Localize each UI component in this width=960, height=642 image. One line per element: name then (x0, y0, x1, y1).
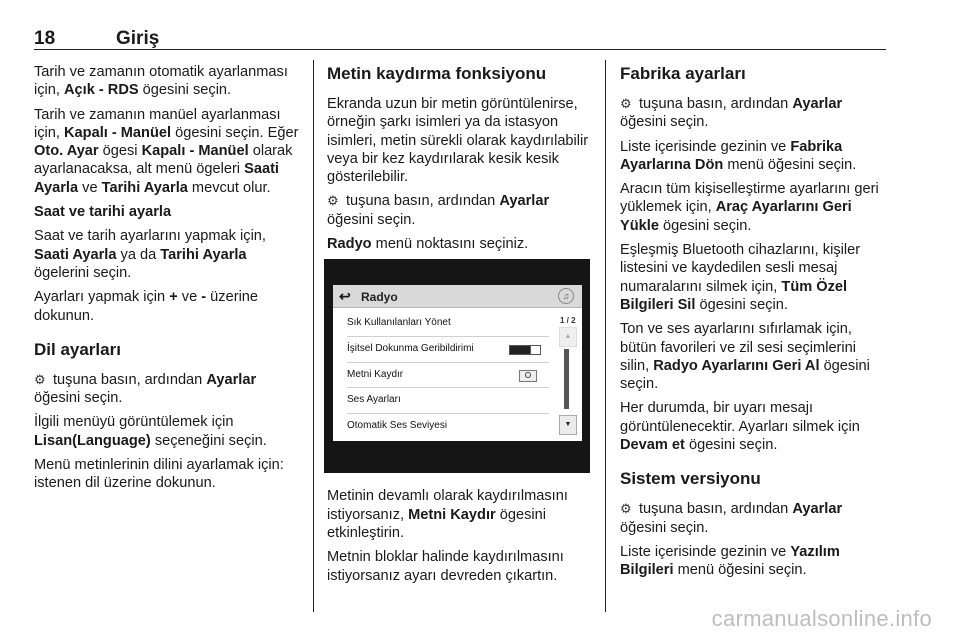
paragraph-factory-5: Ton ve ses ayarlarını sıfırlamak için, bütün favorileri ve zil sesi seçimlerini silin, Radyo Ayarlarını Geri Al ögesini seçin. (620, 321, 870, 393)
paragraph-factory-6: Her durumda, bir uyarı mesajı görüntülenecektir. Ayarları silmek için Devam et ögesini seçin. (620, 400, 860, 454)
column-2 (327, 63, 597, 591)
radio-menu-screenshot (324, 259, 590, 473)
radio-menu-list (347, 311, 549, 438)
column-divider-2 (605, 60, 606, 612)
settings-gear-icon: ⚙ (34, 371, 46, 387)
settings-gear-icon: ⚙ (327, 193, 339, 209)
paragraph-adjust: Ayarları yapmak için + ve - üzerine dokunun. (34, 289, 259, 324)
radio-menu-panel (333, 285, 582, 441)
heading-system-version: Sistem versiyonu (620, 469, 761, 489)
page-number: 18 (34, 28, 56, 49)
column-3 (620, 63, 888, 586)
feedback-slider[interactable] (509, 345, 541, 355)
paragraph-scroll-settings: ⚙ tuşuna basın, ardından Ayarlar öğesini seçin. (327, 193, 550, 228)
paragraph-scroll-disable: Metnin bloklar halinde kaydırılmasını istiyorsanız ayarı devreden çıkartın. (327, 549, 564, 584)
menu-item-auto-volume[interactable]: Otomatik Ses Seviyesi (347, 419, 448, 431)
paragraph-language-1: ⚙ tuşuna basın, ardından Ayarlar öğesini seçin. (34, 371, 257, 407)
heading-factory-settings: Fabrika ayarları (620, 64, 746, 83)
paragraph-set-time: Saat ve tarih ayarlarını yapmak için, Saati Ayarla ya da Tarihi Ayarla ögelerini seçin. (34, 228, 266, 281)
subheading-set-time: Saat ve tarihi ayarla (34, 204, 172, 221)
scrollbar[interactable] (564, 349, 569, 409)
music-note-icon[interactable]: ♫ (558, 288, 574, 304)
paragraph-version-1: ⚙ tuşuna basın, ardından Ayarlar öğesini seçin. (620, 501, 843, 536)
text-scroll-toggle[interactable]: O (519, 370, 537, 382)
menu-item-touch-feedback[interactable]: İşitsel Dokunma Geribildirimi (347, 337, 549, 363)
paragraph-language-3: Menü metinlerinin dilini ayarlamak için: istenen dil üzerine dokunun. (34, 457, 284, 492)
paragraph-factory-4: Eşleşmiş Bluetooth cihazlarını, kişiler listesini ve kaydedilen sesli mesaj numaralarını silmek için, Tüm Özel Bilgileri Sil ögesini seçin. (620, 242, 861, 313)
section-title: Giriş (116, 28, 160, 49)
watermark: carmanualsonline.info (711, 606, 932, 631)
paragraph-manual-time: Tarih ve zamanın manüel ayarlanması için, Kapalı - Manüel ögesini seçin. Eğer Oto. Ayar ögesi Kapalı - Manüel olarak ayarlanacaksa, alt menü ögeleri Saati Ayarla ve Tarihi Ayarla mevcut olur. (34, 106, 299, 196)
heading-text-scroll: Metin kaydırma fonksiyonu (327, 64, 547, 83)
paragraph-version-2: Liste içerisinde gezinin ve Yazılım Bilgileri menü öğesini seçin. (620, 543, 840, 579)
radio-menu-header (333, 285, 582, 308)
menu-item-sound-settings[interactable]: Ses Ayarları (347, 388, 549, 414)
menu-item-favorites[interactable]: Sık Kullanılanları Yönet (347, 311, 549, 337)
radio-menu-title: Radyo (361, 290, 398, 305)
scroll-down-button[interactable]: ▼ (559, 415, 577, 435)
paragraph-factory-1: ⚙ tuşuna basın, ardından Ayarlar öğesini seçin. (620, 96, 843, 131)
column-1 (34, 63, 304, 499)
header-rule (34, 49, 886, 50)
scroll-up-button[interactable]: ▲ (559, 327, 577, 347)
column-divider-1 (313, 60, 314, 612)
paragraph-factory-3: Aracın tüm kişiselleştirme ayarlarını geri yüklemek için, Araç Ayarlarını Geri Yükle ögesini seçin. (620, 181, 879, 234)
paragraph-auto-time: Tarih ve zamanın otomatik ayarlanması için, Açık - RDS ögesini seçin. (34, 64, 288, 99)
paragraph-language-2: İlgili menüyü görüntülemek için Lisan(Language) seçeneğini seçin. (34, 414, 267, 449)
settings-gear-icon: ⚙ (620, 96, 632, 111)
page-header (34, 26, 886, 50)
heading-language: Dil ayarları (34, 339, 121, 359)
paragraph-factory-2: Liste içerisinde gezinin ve Fabrika Ayarlarına Dön menü öğesini seçin. (620, 138, 857, 173)
page-indicator: 1 / 2 (560, 316, 576, 326)
settings-gear-icon: ⚙ (620, 501, 632, 517)
back-arrow-icon[interactable]: ↩ (339, 288, 351, 305)
paragraph-scroll-radio: Radyo menü noktasını seçiniz. (327, 236, 529, 253)
paragraph-scroll-intro: Ekranda uzun bir metin görüntülenirse, örneğin şarkı isimleri ya da istasyon isimleri, metin sürekli olarak kaydırılabilir veya bir kez kaydırılarak kesik kesik gösterilebilir. (327, 96, 589, 186)
paragraph-scroll-enable: Metinin devamlı olarak kaydırılmasını istiyorsanız, Metni Kaydır ögesini etkinleştirin. (327, 488, 568, 541)
menu-item-text-scroll[interactable]: Metni Kaydır O (347, 363, 549, 389)
